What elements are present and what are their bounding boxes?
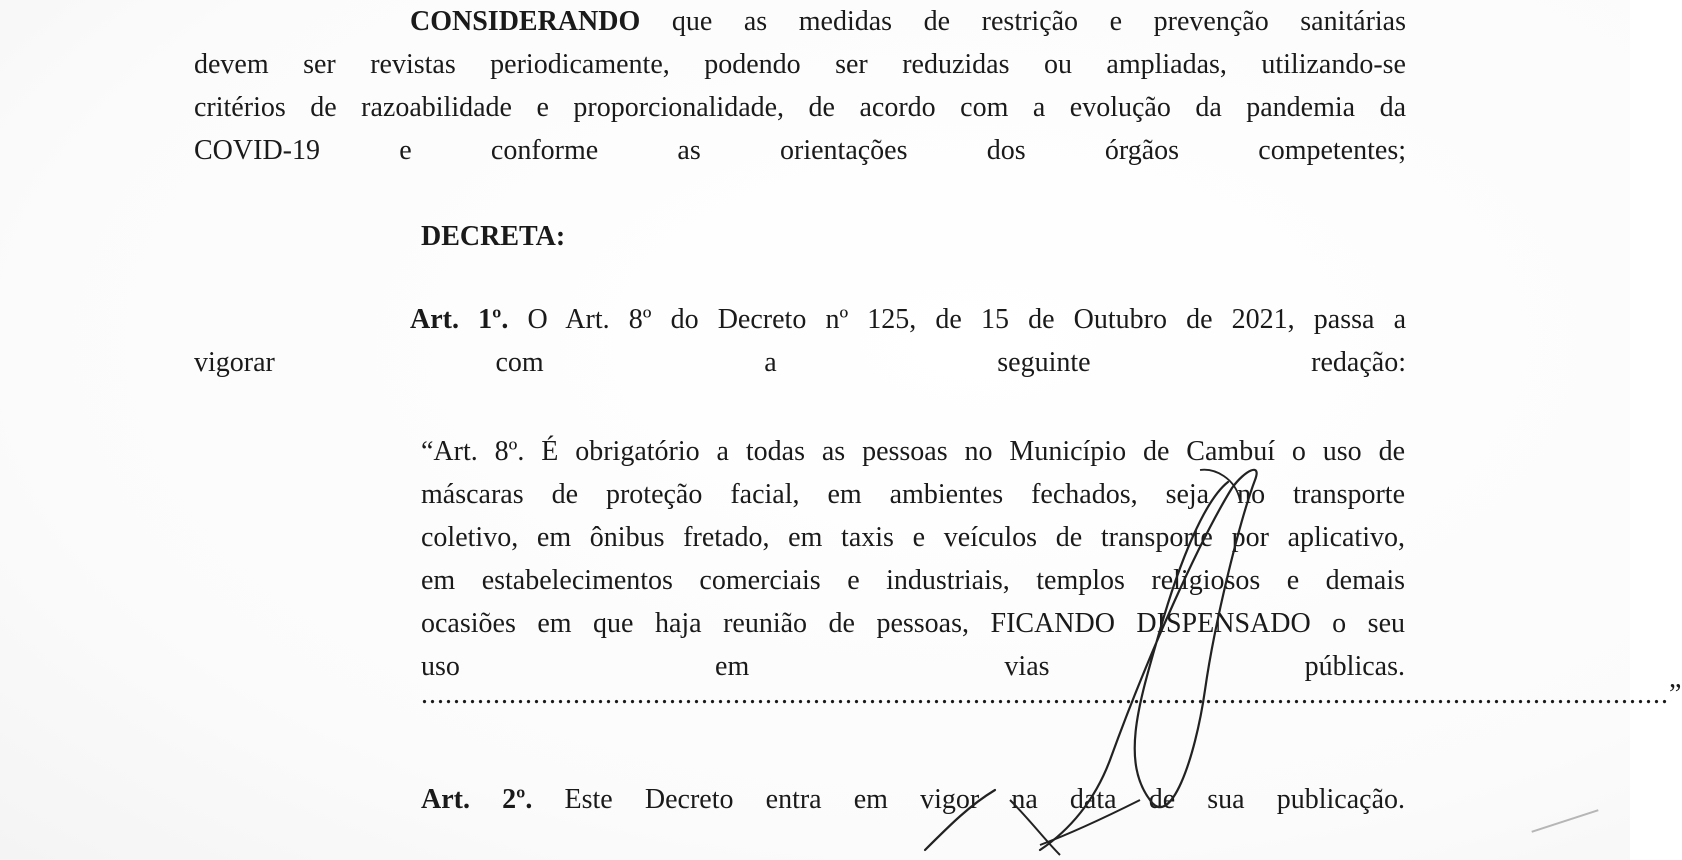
quote-line-6: uso em vias públicas.	[421, 651, 1405, 682]
quote-ellipsis-line: ............................................................................................................................................................”	[421, 679, 1682, 710]
paper-edge-mark	[1531, 809, 1598, 833]
article-1-label: Art. 1º.	[410, 304, 509, 335]
decreta-heading: DECRETA:	[421, 221, 566, 252]
article-2-line: Art. 2º. Este Decreto entra em vigor na data de sua publicação.	[421, 784, 1406, 815]
quote-line-4: em estabelecimentos comerciais e industriais, templos religiosos e demais	[421, 565, 1405, 596]
considerando-paragraph	[194, 0, 1406, 172]
considerando-line-1: CONSIDERANDO que as medidas de restrição e prevenção sanitárias	[410, 6, 1407, 37]
article-1-line-2: vigorar com a seguinte redação:	[194, 347, 1406, 378]
quoted-article-8	[421, 430, 1405, 688]
quote-line-1: “Art. 8º. É obrigatório a todas as pessoas no Município de Cambuí o uso de	[421, 436, 1405, 467]
article-1-line-1: Art. 1º. O Art. 8º do Decreto nº 125, de 15 de Outubro de 2021, passa a	[410, 304, 1407, 335]
considerando-line-4: COVID-19 e conforme as orientações dos órgãos competentes;	[194, 135, 1406, 166]
article-2-label: Art. 2º.	[421, 784, 533, 815]
article-2-paragraph	[421, 778, 1405, 821]
considerando-line-2: devem ser revistas periodicamente, podendo ser reduzidas ou ampliadas, utilizando-se	[194, 49, 1406, 80]
considerando-line-3: critérios de razoabilidade e proporcionalidade, de acordo com a evolução da pandemia da	[194, 92, 1406, 123]
article-1-paragraph	[194, 298, 1406, 384]
quote-line-2: máscaras de proteção facial, em ambientes fechados, seja no transporte	[421, 479, 1405, 510]
quote-line-5: ocasiões em que haja reunião de pessoas, FICANDO DISPENSADO o seu	[421, 608, 1405, 639]
quote-line-3: coletivo, em ônibus fretado, em taxis e veículos de transporte por aplicativo,	[421, 522, 1405, 553]
considerando-label: CONSIDERANDO	[410, 6, 641, 37]
